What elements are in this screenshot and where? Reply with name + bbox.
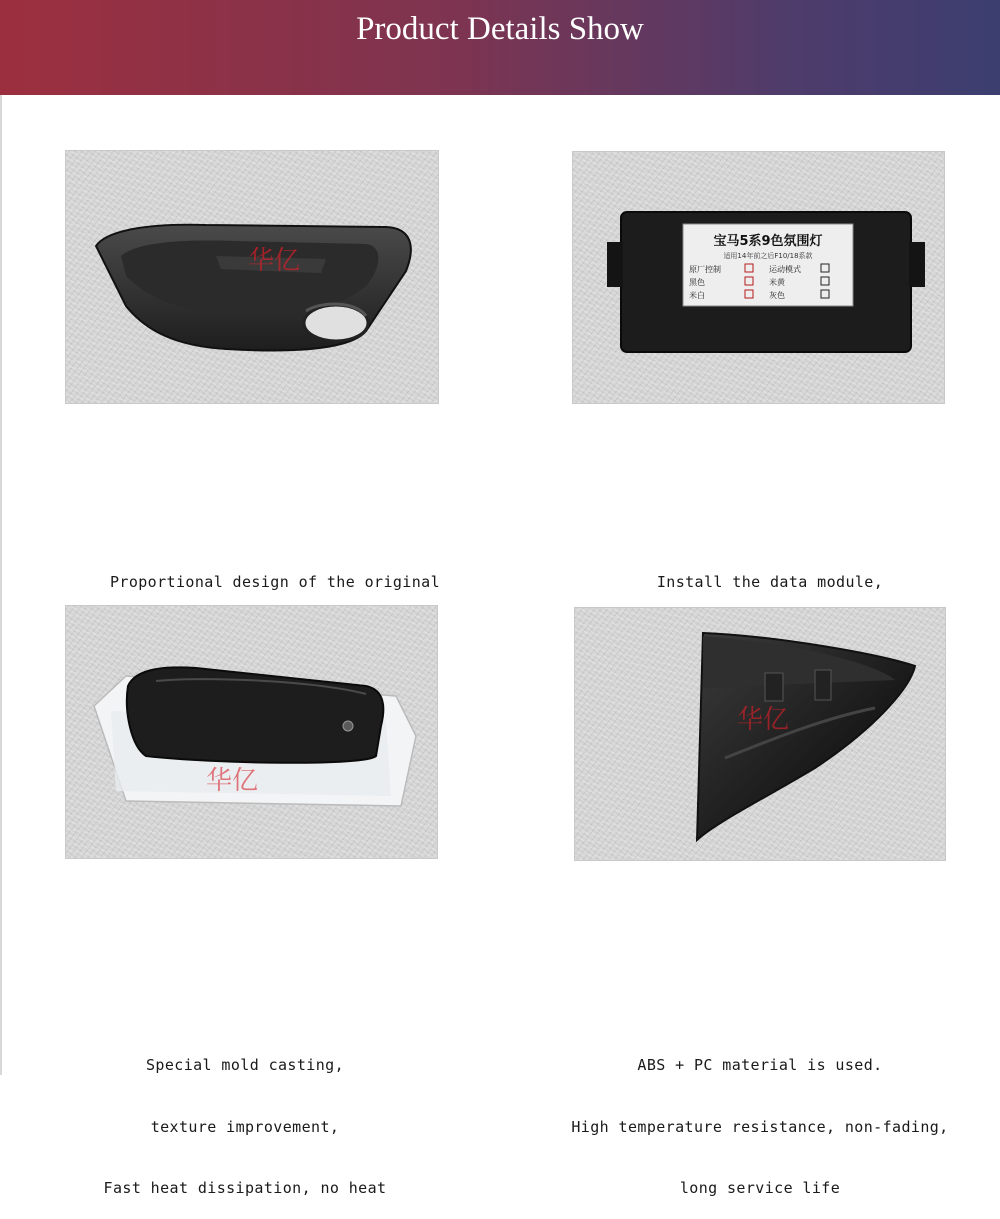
caption-line: Proportional design of the original bbox=[109, 573, 441, 591]
data-module-illustration bbox=[573, 152, 944, 403]
caption-line: long service life bbox=[679, 1179, 841, 1197]
handle-trim-illustration bbox=[66, 151, 438, 403]
option-label: 灰色 bbox=[769, 291, 785, 300]
product-photo-handle-trim bbox=[65, 150, 439, 404]
module-label-subtitle: 适用14年前之后F10/18系款 bbox=[723, 252, 813, 260]
watermark-text: 华亿 bbox=[248, 246, 301, 276]
caption-line: texture improvement, bbox=[150, 1117, 340, 1136]
page-title: Product Details Show bbox=[356, 11, 644, 47]
header-banner bbox=[0, 0, 1000, 95]
product-photo-corner-trim bbox=[574, 607, 946, 861]
watermark-text: 华亿 bbox=[206, 766, 259, 796]
product-photo-light-module bbox=[65, 605, 438, 859]
caption-line: ABS + PC material is used. bbox=[637, 1056, 883, 1074]
option-label: 米黄 bbox=[769, 278, 785, 287]
option-label: 黑色 bbox=[689, 278, 705, 287]
watermark-text: 华亿 bbox=[737, 705, 790, 735]
corner-trim-illustration bbox=[575, 608, 945, 860]
option-label: 原厂控制 bbox=[689, 265, 721, 274]
caption-light-module bbox=[35, 1014, 455, 1219]
product-photo-data-module bbox=[572, 151, 945, 404]
caption-corner-trim bbox=[545, 1014, 975, 1219]
caption-line: High temperature resistance, non-fading, bbox=[571, 1117, 949, 1136]
caption-line: Fast heat dissipation, no heat bbox=[103, 1179, 387, 1197]
module-label-title: 宝马5系9色氛围灯 bbox=[713, 234, 823, 249]
light-module-illustration bbox=[66, 606, 437, 858]
option-label: 米白 bbox=[689, 291, 705, 300]
option-label: 运动模式 bbox=[769, 265, 801, 274]
caption-line: Special mold casting, bbox=[145, 1056, 345, 1074]
left-border-line bbox=[0, 95, 2, 1075]
caption-line: Install the data module, bbox=[656, 573, 884, 591]
